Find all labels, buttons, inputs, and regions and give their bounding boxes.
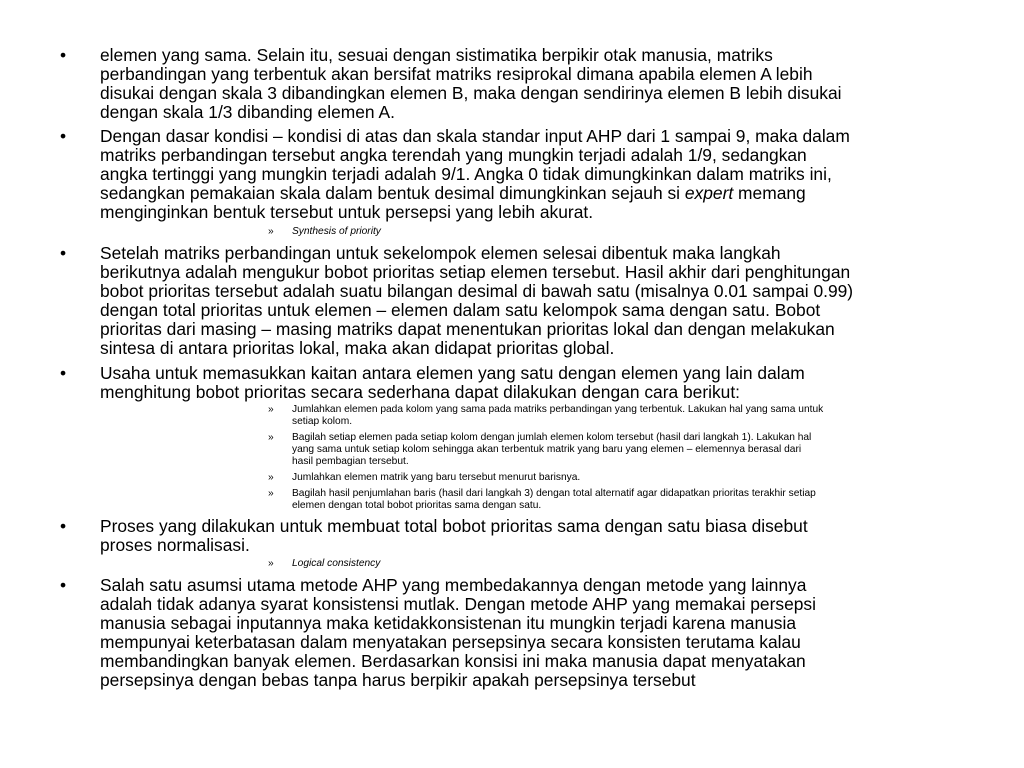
text-line (292, 226, 972, 238)
text-line: adalah tidak adanya syarat konsistensi mutlak. Dengan metode AHP yang memakai persepsi (100, 594, 816, 614)
text-line: elemen yang sama. Selain itu, sesuai dengan sistimatika berpikir otak manusia, matriks (100, 45, 773, 65)
text-line: persepsinya dengan bebas tanpa harus berpikir apakah persepsinya tersebut (100, 670, 696, 690)
italic-term-expert: expert (684, 183, 734, 203)
sub-bullet-text (292, 488, 972, 512)
text-line: Salah satu asumsi utama metode AHP yang membedakannya dengan metode yang lainnya (100, 575, 807, 595)
text-line: Proses yang dilakukan untuk membuat total bobot prioritas sama dengan satu biasa disebut (100, 516, 808, 536)
sub-bullet-arrow: » (268, 226, 274, 237)
sub-bullet-text (292, 226, 972, 238)
text-line (292, 558, 972, 570)
text-line: dengan skala 1/3 dibanding elemen A. (100, 102, 395, 122)
text-line: Dengan dasar kondisi – kondisi di atas dan skala standar input AHP dari 1 sampai 9, maka dalam (100, 126, 850, 146)
italic-heading: Synthesis of priority (292, 226, 381, 237)
sub-bullet-arrow: » (268, 404, 274, 415)
sub-bullet-text (292, 472, 972, 484)
text-line: Setelah matriks perbandingan untuk sekelompok elemen selesai dibentuk maka langkah (100, 243, 781, 263)
text-line: elemen dengan total bobot prioritas sama dengan satu. (292, 500, 542, 511)
text-run: sedangkan pemakaian skala dalam bentuk desimal dimungkinkan sejauh si (100, 183, 685, 203)
sub-bullet-arrow: » (268, 472, 274, 483)
bullet-text (100, 46, 966, 122)
text-line: dengan total prioritas untuk elemen – elemen dalam satu kelompok sama dengan satu. Bobot (100, 300, 821, 320)
text-line: mempunyai keterbatasan dalam menyatakan persepsinya secara konsisten terutama kalau (100, 632, 801, 652)
italic-heading: Logical consistency (292, 558, 381, 569)
text-line: proses normalisasi. (100, 535, 250, 555)
text-line: Jumlahkan elemen matrik yang baru tersebut menurut barisnya. (292, 472, 581, 483)
bullet-text (100, 127, 966, 222)
text-line: setiap kolom. (292, 416, 353, 427)
text-line: bobot prioritas tersebut adalah suatu bilangan desimal di bawah satu (misalnya 0.01 sampai 0.99) (100, 281, 854, 301)
text-line: Jumlahkan elemen pada kolom yang sama pada matriks perbandingan yang terbentuk. Lakukan hal yang sama untuk (292, 404, 824, 415)
text-line: manusia sebagai inputannya maka ketidakkonsistenan itu mungkin terjadi karena manusia (100, 613, 797, 633)
text-line: angka tertinggi yang mungkin terjadi adalah 9/1. Angka 0 tidak dimungkinkan dalam matriks ini, (100, 164, 832, 184)
text-line: Bagilah hasil penjumlahan baris (hasil dari langkah 3) dengan total alternatif agar didapatkan prioritas terakhir setiap (292, 488, 816, 499)
sub-bullet-arrow: » (268, 558, 274, 569)
bullet-text (100, 517, 966, 555)
text-line: menghitung bobot prioritas secara sederhana dapat dilakukan dengan cara berikut: (100, 382, 741, 402)
bullet-dot: • (60, 243, 67, 263)
text-run: memang (733, 183, 806, 203)
text-line: Usaha untuk memasukkan kaitan antara elemen yang satu dengan elemen yang lain dalam (100, 363, 805, 383)
sub-bullet-arrow: » (268, 432, 274, 443)
text-line: berikutnya adalah mengukur bobot prioritas setiap elemen tersebut. Hasil akhir dari penghitungan (100, 262, 851, 282)
text-line: disukai dengan skala 3 dibandingkan elemen B, maka dengan sendirinya elemen B lebih disukai (100, 83, 842, 103)
bullet-dot: • (60, 575, 67, 595)
text-line: perbandingan yang terbentuk akan bersifat matriks resiprokal dimana apabila elemen A lebih (100, 64, 813, 84)
text-line: yang sama untuk setiap kolom sehingga akan terbentuk matrik yang baru yang elemen – elemennya berasal dari (292, 444, 802, 455)
text-line: Bagilah setiap elemen pada setiap kolom dengan jumlah elemen kolom tersebut (hasil dari langkah 1). Lakukan hal (292, 432, 812, 443)
bullet-dot: • (60, 516, 67, 536)
sub-bullet-arrow: » (268, 488, 274, 499)
text-line: hasil pembagian tersebut. (292, 456, 409, 467)
bullet-text (100, 576, 966, 690)
sub-bullet-text (292, 404, 972, 428)
bullet-dot: • (60, 126, 67, 146)
text-line: menginginkan bentuk tersebut untuk persepsi yang lebih akurat. (100, 202, 594, 222)
sub-bullet-text (292, 558, 972, 570)
bullet-text (100, 244, 966, 358)
text-line: membandingkan banyak elemen. Berdasarkan konsisi ini maka manusia dapat menyatakan (100, 651, 806, 671)
bullet-dot: • (60, 363, 67, 383)
text-line: matriks perbandingan tersebut angka terendah yang mungkin terjadi adalah 1/9, sedangkan (100, 145, 807, 165)
bullet-dot: • (60, 45, 67, 65)
bullet-text (100, 364, 966, 402)
sub-bullet-text (292, 432, 972, 468)
text-line: sintesa di antara prioritas lokal, maka akan didapat prioritas global. (100, 338, 615, 358)
text-line (100, 184, 966, 203)
text-line: prioritas dari masing – masing matriks dapat menentukan prioritas lokal dan dengan melakukan (100, 319, 835, 339)
